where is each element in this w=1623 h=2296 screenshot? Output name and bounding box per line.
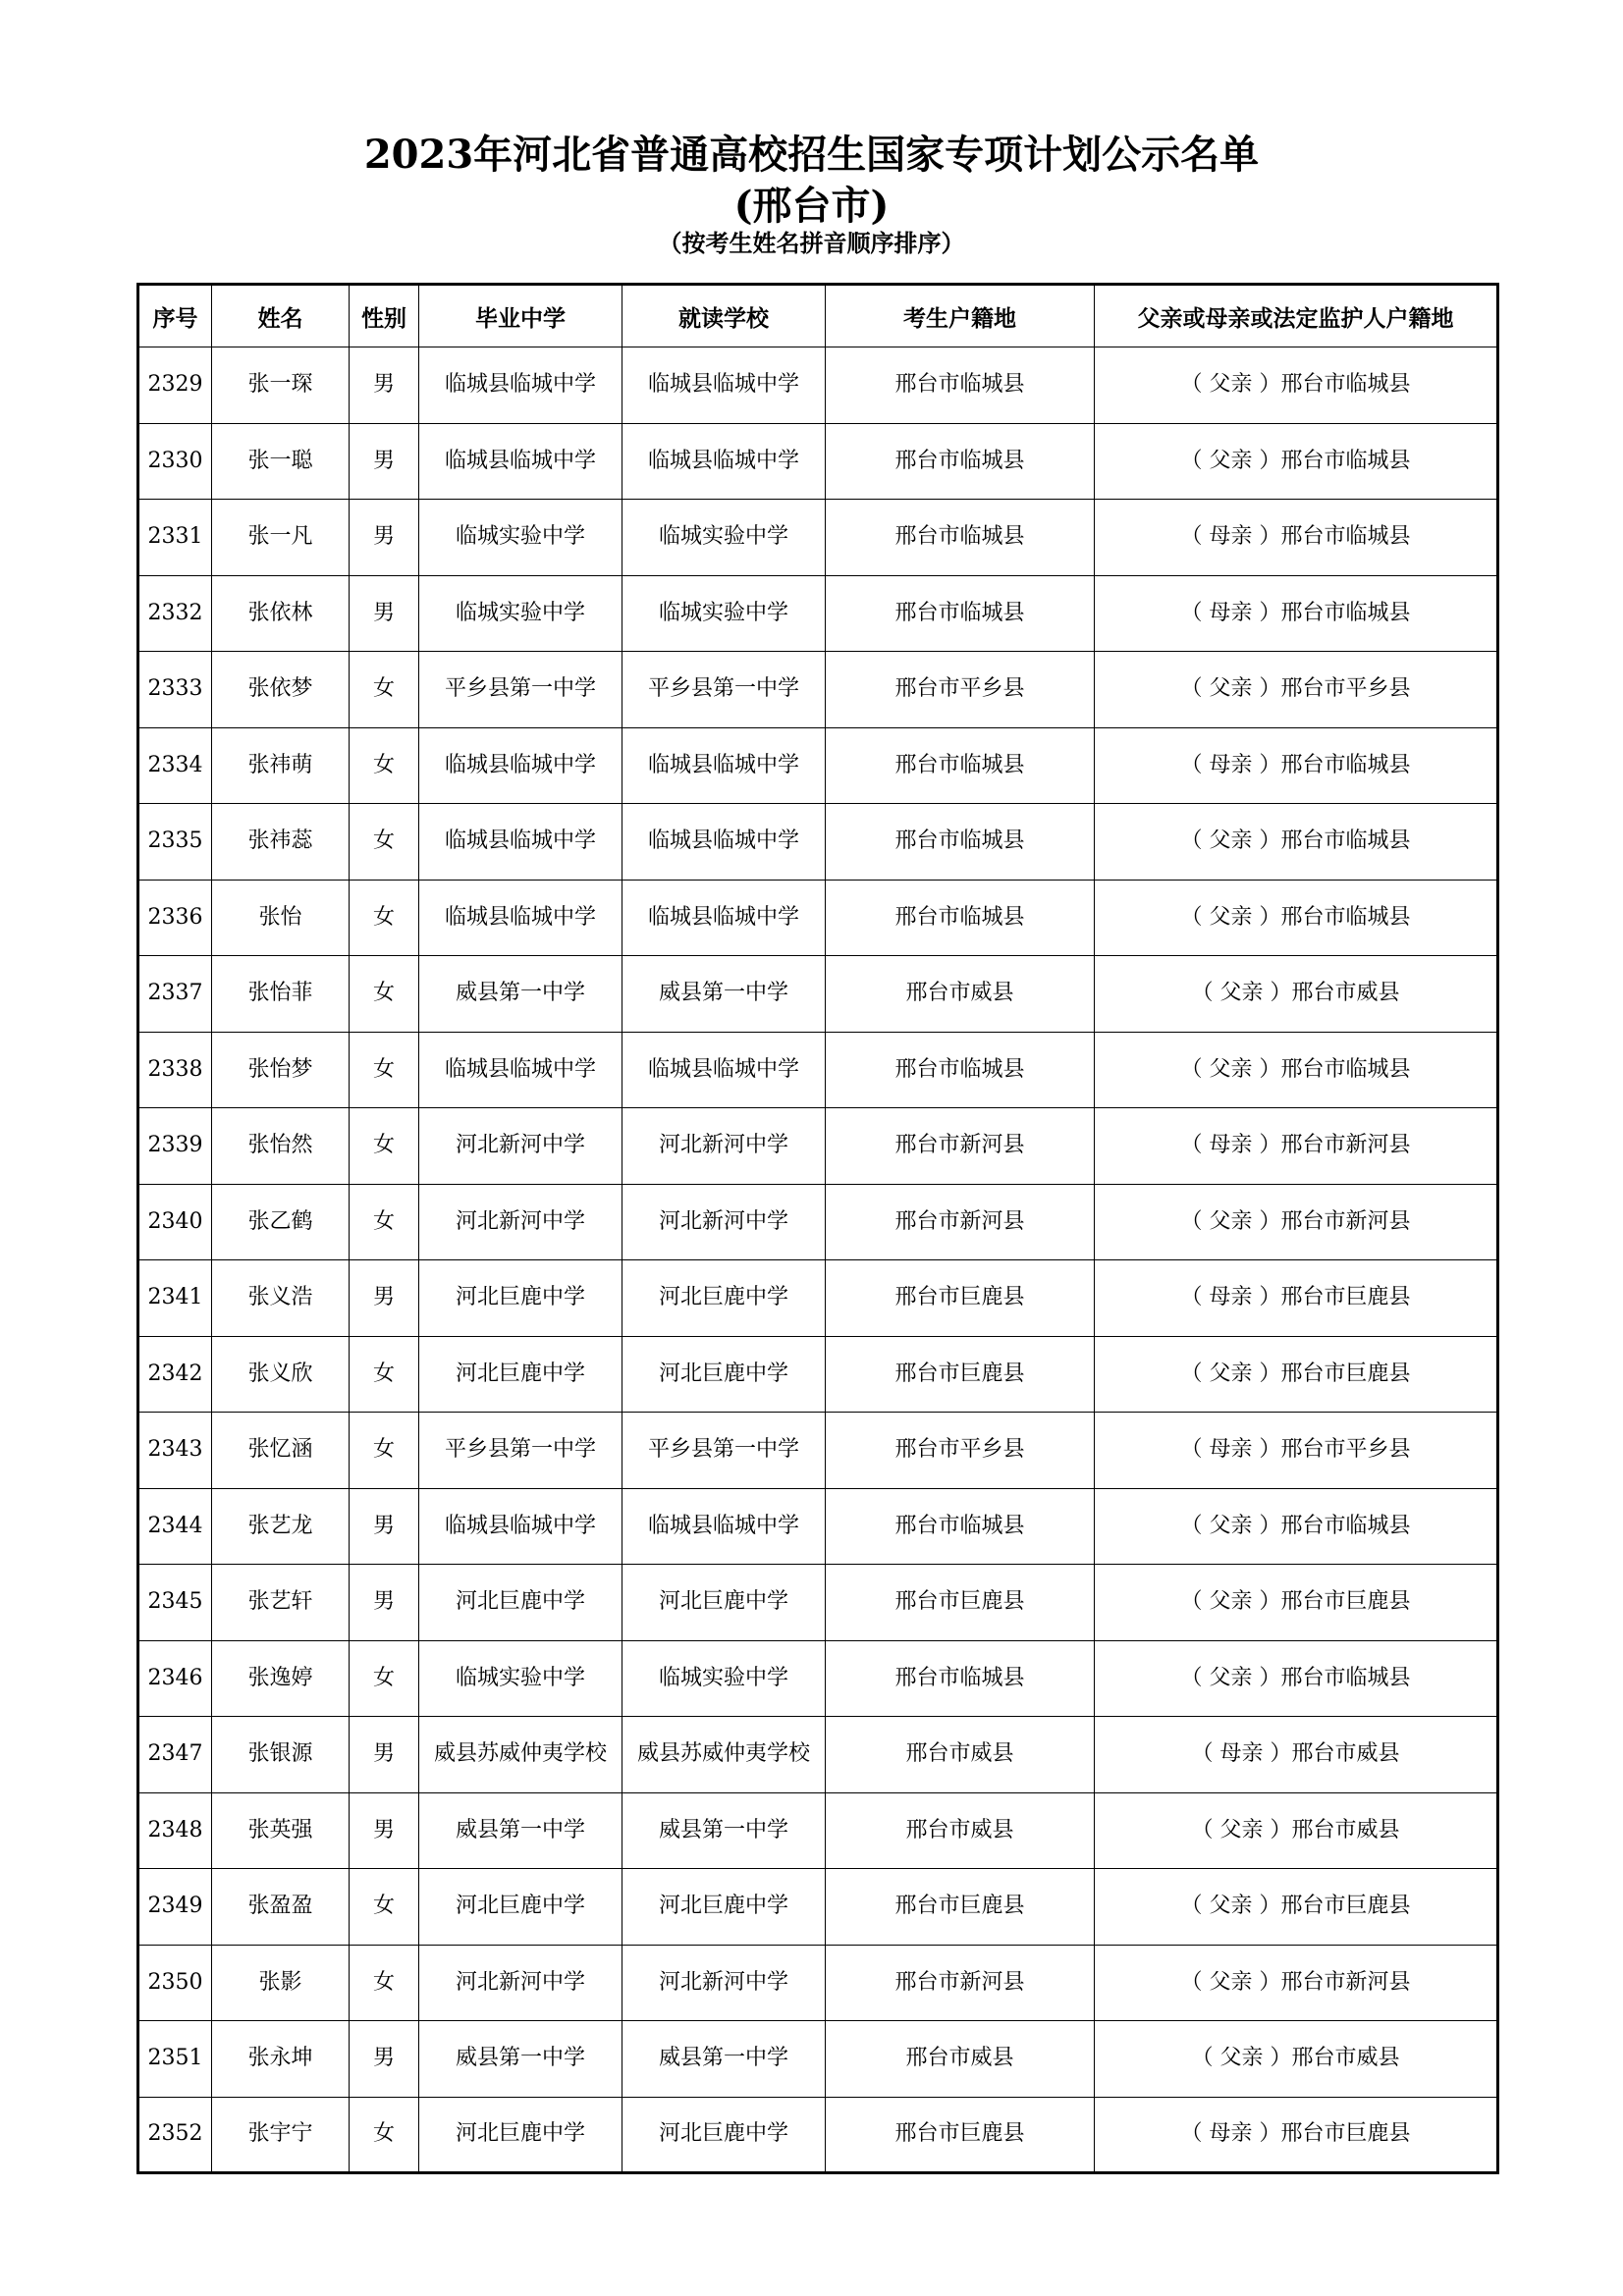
cell-household-registration: 邢台市新河县 — [826, 1945, 1095, 2021]
cell-parent-registration: （ 母亲 ）邢台市临城县 — [1095, 500, 1498, 576]
cell-seq: 2332 — [138, 575, 212, 652]
cell-graduation-school: 平乡县第一中学 — [419, 652, 622, 728]
cell-household-registration: 邢台市巨鹿县 — [826, 1260, 1095, 1337]
cell-seq: 2331 — [138, 500, 212, 576]
cell-parent-registration: （ 父亲 ）邢台市临城县 — [1095, 1640, 1498, 1717]
cell-name: 张怡 — [212, 880, 350, 956]
sort-note: （按考生姓名拼音顺序排序） — [658, 229, 965, 257]
cell-sex: 女 — [350, 1945, 419, 2021]
cell-parent-registration: （ 父亲 ）邢台市临城县 — [1095, 347, 1498, 424]
cell-current-school: 临城县临城中学 — [622, 727, 826, 804]
cell-graduation-school: 临城县临城中学 — [419, 880, 622, 956]
table-row — [138, 880, 1498, 956]
header-graduation-school: 毕业中学 — [419, 285, 622, 347]
cell-graduation-school: 临城县临城中学 — [419, 727, 622, 804]
header-seq: 序号 — [138, 285, 212, 347]
cell-name: 张一凡 — [212, 500, 350, 576]
cell-household-registration: 邢台市临城县 — [826, 1032, 1095, 1108]
table-row — [138, 1565, 1498, 1641]
cell-sex: 女 — [350, 1184, 419, 1260]
cell-seq: 2348 — [138, 1792, 212, 1869]
cell-household-registration: 邢台市临城县 — [826, 575, 1095, 652]
table-row — [138, 1488, 1498, 1565]
cell-name: 张影 — [212, 1945, 350, 2021]
cell-household-registration: 邢台市临城县 — [826, 880, 1095, 956]
cell-household-registration: 邢台市巨鹿县 — [826, 1869, 1095, 1946]
cell-current-school: 河北新河中学 — [622, 1108, 826, 1185]
table-row — [138, 500, 1498, 576]
cell-graduation-school: 威县第一中学 — [419, 2021, 622, 2098]
cell-seq: 2351 — [138, 2021, 212, 2098]
cell-household-registration: 邢台市威县 — [826, 956, 1095, 1033]
cell-name: 张祎蕊 — [212, 804, 350, 881]
table-header-row — [138, 285, 1498, 347]
cell-name: 张怡然 — [212, 1108, 350, 1185]
cell-parent-registration: （ 父亲 ）邢台市临城县 — [1095, 1488, 1498, 1565]
cell-sex: 男 — [350, 347, 419, 424]
cell-current-school: 临城县临城中学 — [622, 1488, 826, 1565]
cell-sex: 女 — [350, 1640, 419, 1717]
cell-graduation-school: 河北新河中学 — [419, 1184, 622, 1260]
cell-graduation-school: 临城县临城中学 — [419, 423, 622, 500]
cell-parent-registration: （ 母亲 ）邢台市临城县 — [1095, 727, 1498, 804]
cell-sex: 男 — [350, 575, 419, 652]
cell-household-registration: 邢台市平乡县 — [826, 652, 1095, 728]
cell-sex: 男 — [350, 423, 419, 500]
cell-name: 张艺轩 — [212, 1565, 350, 1641]
cell-graduation-school: 临城县临城中学 — [419, 1032, 622, 1108]
cell-parent-registration: （ 父亲 ）邢台市临城县 — [1095, 423, 1498, 500]
cell-current-school: 临城实验中学 — [622, 575, 826, 652]
header-sex: 性别 — [350, 285, 419, 347]
cell-household-registration: 邢台市威县 — [826, 1792, 1095, 1869]
table-row — [138, 727, 1498, 804]
cell-parent-registration: （ 母亲 ）邢台市临城县 — [1095, 575, 1498, 652]
cell-current-school: 临城县临城中学 — [622, 423, 826, 500]
cell-seq: 2344 — [138, 1488, 212, 1565]
cell-household-registration: 邢台市巨鹿县 — [826, 1336, 1095, 1413]
cell-parent-registration: （ 父亲 ）邢台市巨鹿县 — [1095, 1336, 1498, 1413]
cell-seq: 2343 — [138, 1413, 212, 1489]
table-row — [138, 423, 1498, 500]
cell-sex: 女 — [350, 652, 419, 728]
cell-graduation-school: 临城实验中学 — [419, 500, 622, 576]
cell-graduation-school: 临城县临城中学 — [419, 804, 622, 881]
cell-seq: 2330 — [138, 423, 212, 500]
cell-current-school: 河北巨鹿中学 — [622, 1869, 826, 1946]
cell-seq: 2340 — [138, 1184, 212, 1260]
cell-name: 张一聪 — [212, 423, 350, 500]
cell-graduation-school: 河北巨鹿中学 — [419, 2097, 622, 2173]
cell-household-registration: 邢台市新河县 — [826, 1184, 1095, 1260]
cell-name: 张一琛 — [212, 347, 350, 424]
cell-sex: 女 — [350, 1108, 419, 1185]
cell-seq: 2350 — [138, 1945, 212, 2021]
table-row — [138, 1032, 1498, 1108]
table-row — [138, 1184, 1498, 1260]
cell-sex: 女 — [350, 727, 419, 804]
table-row — [138, 2097, 1498, 2173]
cell-sex: 女 — [350, 956, 419, 1033]
cell-current-school: 河北巨鹿中学 — [622, 1260, 826, 1337]
header-name: 姓名 — [212, 285, 350, 347]
cell-sex: 女 — [350, 1336, 419, 1413]
cell-seq: 2337 — [138, 956, 212, 1033]
document-subtitle: (邢台市) — [733, 183, 890, 229]
cell-household-registration: 邢台市威县 — [826, 2021, 1095, 2098]
cell-household-registration: 邢台市巨鹿县 — [826, 2097, 1095, 2173]
cell-household-registration: 邢台市临城县 — [826, 347, 1095, 424]
cell-name: 张怡菲 — [212, 956, 350, 1033]
cell-current-school: 河北新河中学 — [622, 1184, 826, 1260]
cell-parent-registration: （ 父亲 ）邢台市临城县 — [1095, 880, 1498, 956]
cell-graduation-school: 临城县临城中学 — [419, 347, 622, 424]
cell-current-school: 临城县临城中学 — [622, 804, 826, 881]
cell-parent-registration: （ 父亲 ）邢台市威县 — [1095, 2021, 1498, 2098]
cell-current-school: 临城实验中学 — [622, 500, 826, 576]
cell-seq: 2345 — [138, 1565, 212, 1641]
table-row — [138, 1108, 1498, 1185]
cell-name: 张义浩 — [212, 1260, 350, 1337]
cell-seq: 2352 — [138, 2097, 212, 2173]
table-row — [138, 1869, 1498, 1946]
cell-household-registration: 邢台市新河县 — [826, 1108, 1095, 1185]
cell-graduation-school: 临城实验中学 — [419, 575, 622, 652]
cell-current-school: 威县第一中学 — [622, 1792, 826, 1869]
cell-name: 张永坤 — [212, 2021, 350, 2098]
cell-parent-registration: （ 母亲 ）邢台市巨鹿县 — [1095, 1260, 1498, 1337]
cell-current-school: 平乡县第一中学 — [622, 1413, 826, 1489]
cell-sex: 男 — [350, 1792, 419, 1869]
cell-current-school: 河北巨鹿中学 — [622, 2097, 826, 2173]
cell-name: 张乙鹤 — [212, 1184, 350, 1260]
cell-parent-registration: （ 母亲 ）邢台市威县 — [1095, 1717, 1498, 1793]
cell-graduation-school: 威县第一中学 — [419, 956, 622, 1033]
cell-parent-registration: （ 父亲 ）邢台市平乡县 — [1095, 652, 1498, 728]
table-row — [138, 1717, 1498, 1793]
cell-household-registration: 邢台市临城县 — [826, 1640, 1095, 1717]
cell-graduation-school: 河北新河中学 — [419, 1945, 622, 2021]
cell-parent-registration: （ 父亲 ）邢台市威县 — [1095, 956, 1498, 1033]
cell-current-school: 河北新河中学 — [622, 1945, 826, 2021]
cell-seq: 2329 — [138, 347, 212, 424]
cell-sex: 男 — [350, 1260, 419, 1337]
cell-parent-registration: （ 父亲 ）邢台市巨鹿县 — [1095, 1565, 1498, 1641]
cell-current-school: 临城实验中学 — [622, 1640, 826, 1717]
cell-current-school: 河北巨鹿中学 — [622, 1336, 826, 1413]
table-row — [138, 1792, 1498, 1869]
table-row — [138, 347, 1498, 424]
cell-parent-registration: （ 父亲 ）邢台市临城县 — [1095, 804, 1498, 881]
cell-seq: 2335 — [138, 804, 212, 881]
cell-name: 张宇宁 — [212, 2097, 350, 2173]
cell-graduation-school: 河北新河中学 — [419, 1108, 622, 1185]
cell-sex: 女 — [350, 1869, 419, 1946]
cell-seq: 2339 — [138, 1108, 212, 1185]
cell-graduation-school: 临城县临城中学 — [419, 1488, 622, 1565]
cell-current-school: 临城县临城中学 — [622, 1032, 826, 1108]
cell-graduation-school: 河北巨鹿中学 — [419, 1336, 622, 1413]
cell-current-school: 威县第一中学 — [622, 2021, 826, 2098]
cell-seq: 2347 — [138, 1717, 212, 1793]
cell-name: 张艺龙 — [212, 1488, 350, 1565]
cell-name: 张忆涵 — [212, 1413, 350, 1489]
document-title: 2023年河北省普通高校招生国家专项计划公示名单 — [363, 132, 1260, 178]
table-row — [138, 1413, 1498, 1489]
cell-household-registration: 邢台市平乡县 — [826, 1413, 1095, 1489]
cell-sex: 男 — [350, 500, 419, 576]
cell-name: 张怡梦 — [212, 1032, 350, 1108]
cell-graduation-school: 威县苏威仲夷学校 — [419, 1717, 622, 1793]
cell-parent-registration: （ 母亲 ）邢台市新河县 — [1095, 1108, 1498, 1185]
cell-household-registration: 邢台市巨鹿县 — [826, 1565, 1095, 1641]
cell-sex: 女 — [350, 804, 419, 881]
cell-parent-registration: （ 父亲 ）邢台市临城县 — [1095, 1032, 1498, 1108]
table-row — [138, 575, 1498, 652]
cell-parent-registration: （ 父亲 ）邢台市新河县 — [1095, 1184, 1498, 1260]
table-row — [138, 1336, 1498, 1413]
cell-household-registration: 邢台市临城县 — [826, 727, 1095, 804]
cell-household-registration: 邢台市临城县 — [826, 423, 1095, 500]
cell-parent-registration: （ 父亲 ）邢台市威县 — [1095, 1792, 1498, 1869]
cell-sex: 女 — [350, 1413, 419, 1489]
cell-parent-registration: （ 母亲 ）邢台市平乡县 — [1095, 1413, 1498, 1489]
cell-seq: 2334 — [138, 727, 212, 804]
cell-parent-registration: （ 父亲 ）邢台市巨鹿县 — [1095, 1869, 1498, 1946]
table-row — [138, 956, 1498, 1033]
cell-household-registration: 邢台市威县 — [826, 1717, 1095, 1793]
cell-sex: 男 — [350, 1717, 419, 1793]
cell-name: 张义欣 — [212, 1336, 350, 1413]
cell-name: 张逸婷 — [212, 1640, 350, 1717]
cell-name: 张依林 — [212, 575, 350, 652]
header-current-school: 就读学校 — [622, 285, 826, 347]
cell-graduation-school: 临城实验中学 — [419, 1640, 622, 1717]
cell-name: 张盈盈 — [212, 1869, 350, 1946]
cell-seq: 2349 — [138, 1869, 212, 1946]
cell-name: 张依梦 — [212, 652, 350, 728]
cell-seq: 2341 — [138, 1260, 212, 1337]
candidate-table — [136, 283, 1499, 2174]
cell-name: 张英强 — [212, 1792, 350, 1869]
cell-household-registration: 邢台市临城县 — [826, 804, 1095, 881]
cell-sex: 女 — [350, 880, 419, 956]
cell-seq: 2333 — [138, 652, 212, 728]
cell-seq: 2336 — [138, 880, 212, 956]
cell-seq: 2346 — [138, 1640, 212, 1717]
table-row — [138, 652, 1498, 728]
table-row — [138, 2021, 1498, 2098]
table-row — [138, 1945, 1498, 2021]
cell-household-registration: 邢台市临城县 — [826, 1488, 1095, 1565]
cell-current-school: 临城县临城中学 — [622, 347, 826, 424]
cell-sex: 男 — [350, 1565, 419, 1641]
cell-current-school: 平乡县第一中学 — [622, 652, 826, 728]
table-row — [138, 1640, 1498, 1717]
table-row — [138, 804, 1498, 881]
cell-name: 张祎萌 — [212, 727, 350, 804]
cell-sex: 男 — [350, 2021, 419, 2098]
cell-seq: 2338 — [138, 1032, 212, 1108]
cell-name: 张银源 — [212, 1717, 350, 1793]
cell-current-school: 河北巨鹿中学 — [622, 1565, 826, 1641]
cell-graduation-school: 威县第一中学 — [419, 1792, 622, 1869]
cell-graduation-school: 河北巨鹿中学 — [419, 1260, 622, 1337]
table-row — [138, 1260, 1498, 1337]
cell-current-school: 威县苏威仲夷学校 — [622, 1717, 826, 1793]
header-parent-registration: 父亲或母亲或法定监护人户籍地 — [1095, 285, 1498, 347]
cell-household-registration: 邢台市临城县 — [826, 500, 1095, 576]
cell-parent-registration: （ 母亲 ）邢台市巨鹿县 — [1095, 2097, 1498, 2173]
cell-current-school: 临城县临城中学 — [622, 880, 826, 956]
cell-current-school: 威县第一中学 — [622, 956, 826, 1033]
cell-sex: 女 — [350, 1032, 419, 1108]
cell-graduation-school: 河北巨鹿中学 — [419, 1869, 622, 1946]
cell-graduation-school: 平乡县第一中学 — [419, 1413, 622, 1489]
cell-seq: 2342 — [138, 1336, 212, 1413]
cell-sex: 男 — [350, 1488, 419, 1565]
cell-parent-registration: （ 父亲 ）邢台市新河县 — [1095, 1945, 1498, 2021]
cell-graduation-school: 河北巨鹿中学 — [419, 1565, 622, 1641]
cell-sex: 女 — [350, 2097, 419, 2173]
header-household-registration: 考生户籍地 — [826, 285, 1095, 347]
